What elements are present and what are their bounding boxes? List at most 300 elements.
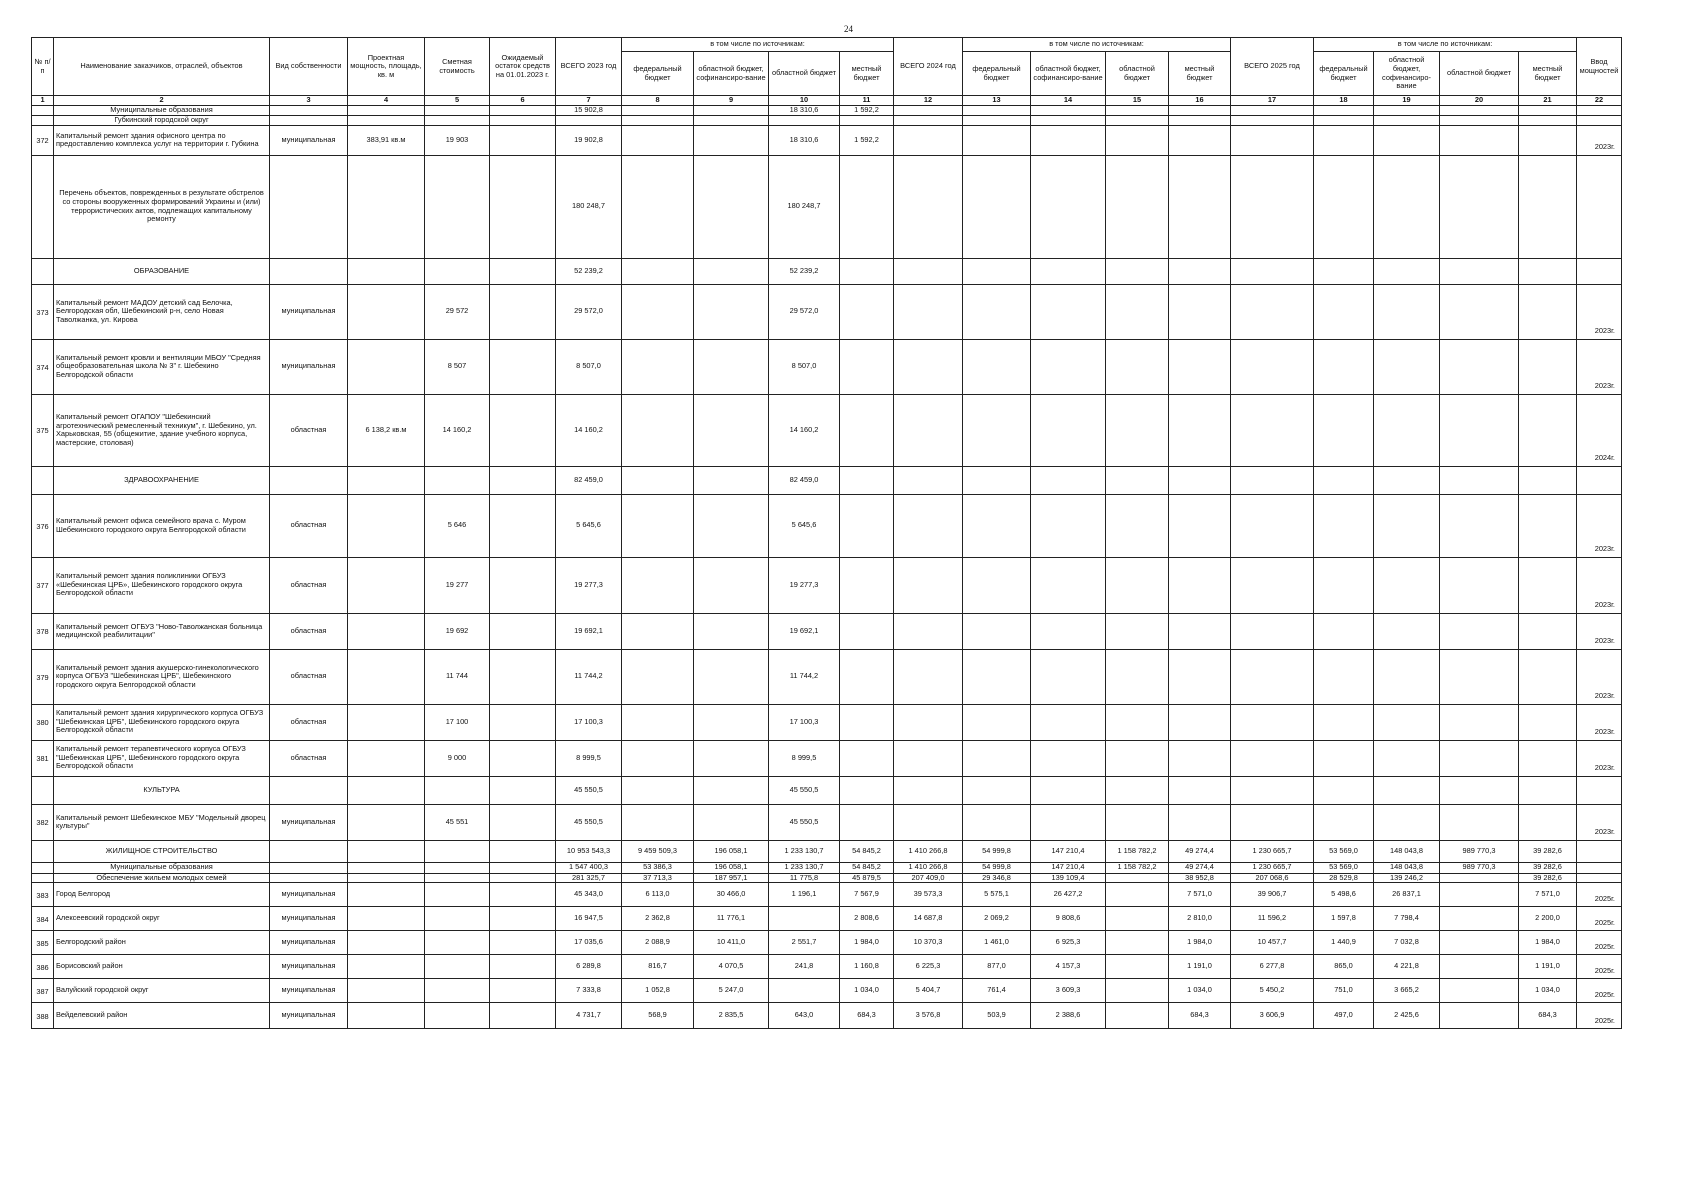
cell-col-13 bbox=[963, 776, 1031, 804]
cell-col-15 bbox=[1106, 1003, 1169, 1029]
cell-col-14 bbox=[1031, 258, 1106, 284]
table-row bbox=[32, 339, 1622, 394]
cell-col-7: 19 902,8 bbox=[556, 125, 622, 155]
cell-col-16 bbox=[1169, 613, 1231, 649]
cell-col-19 bbox=[1374, 494, 1440, 557]
cell-col-20 bbox=[1440, 649, 1519, 704]
cell-estimate bbox=[425, 840, 490, 862]
cell-col-18 bbox=[1314, 339, 1374, 394]
cell-col-9 bbox=[694, 105, 769, 115]
cell-col-19: 148 043,8 bbox=[1374, 862, 1440, 873]
cell-col-13 bbox=[963, 613, 1031, 649]
table-row bbox=[32, 557, 1622, 613]
table-row bbox=[32, 394, 1622, 466]
cell-col-12 bbox=[894, 284, 963, 339]
cell-col-14: 6 925,3 bbox=[1031, 931, 1106, 955]
cell-col-21 bbox=[1519, 105, 1577, 115]
column-number: 12 bbox=[894, 96, 963, 106]
cell-balance bbox=[490, 931, 556, 955]
cell-balance bbox=[490, 840, 556, 862]
cell-col-11: 1 592,2 bbox=[840, 105, 894, 115]
section-row bbox=[32, 776, 1622, 804]
cell-ownership: муниципальная bbox=[270, 907, 348, 931]
cell-col-9 bbox=[694, 155, 769, 258]
cell-commissioning: 2023г. bbox=[1577, 740, 1622, 776]
header-regional-cofin: областной бюджет, софинансиро-вание bbox=[694, 52, 769, 96]
cell-col-17: 1 230 665,7 bbox=[1231, 840, 1314, 862]
cell-col-9 bbox=[694, 284, 769, 339]
cell-col-11: 7 567,9 bbox=[840, 883, 894, 907]
table-body bbox=[32, 105, 1622, 1029]
cell-col-18 bbox=[1314, 776, 1374, 804]
cell-capacity: 6 138,2 кв.м bbox=[348, 394, 425, 466]
investment-program-table bbox=[31, 37, 1622, 1029]
cell-col-20 bbox=[1440, 873, 1519, 883]
cell-col-20 bbox=[1440, 339, 1519, 394]
cell-col-12 bbox=[894, 740, 963, 776]
cell-col-17 bbox=[1231, 284, 1314, 339]
cell-col-18 bbox=[1314, 804, 1374, 840]
cell-col-9: 187 957,1 bbox=[694, 873, 769, 883]
section-row bbox=[32, 155, 1622, 258]
cell-ownership: муниципальная bbox=[270, 339, 348, 394]
cell-col-10: 8 999,5 bbox=[769, 740, 840, 776]
cell-col-8 bbox=[622, 804, 694, 840]
cell-balance bbox=[490, 649, 556, 704]
cell-col-15 bbox=[1106, 740, 1169, 776]
cell-ownership: областная bbox=[270, 740, 348, 776]
cell-col-18 bbox=[1314, 613, 1374, 649]
cell-no bbox=[32, 115, 54, 125]
cell-col-16 bbox=[1169, 105, 1231, 115]
cell-col-16 bbox=[1169, 115, 1231, 125]
cell-capacity bbox=[348, 873, 425, 883]
cell-col-15 bbox=[1106, 284, 1169, 339]
cell-col-8: 9 459 509,3 bbox=[622, 840, 694, 862]
cell-col-13 bbox=[963, 115, 1031, 125]
column-number: 21 bbox=[1519, 96, 1577, 106]
cell-col-20 bbox=[1440, 394, 1519, 466]
section-row bbox=[32, 258, 1622, 284]
cell-col-19 bbox=[1374, 394, 1440, 466]
cell-col-16 bbox=[1169, 394, 1231, 466]
cell-name: Обеспечение жильем молодых семей bbox=[54, 873, 270, 883]
cell-ownership: муниципальная bbox=[270, 804, 348, 840]
cell-col-10: 17 100,3 bbox=[769, 704, 840, 740]
cell-col-13: 1 461,0 bbox=[963, 931, 1031, 955]
cell-col-19 bbox=[1374, 284, 1440, 339]
cell-no: 387 bbox=[32, 979, 54, 1003]
cell-col-16: 49 274,4 bbox=[1169, 840, 1231, 862]
cell-col-10: 19 692,1 bbox=[769, 613, 840, 649]
cell-col-7: 52 239,2 bbox=[556, 258, 622, 284]
section-row bbox=[32, 466, 1622, 494]
cell-col-10: 45 550,5 bbox=[769, 776, 840, 804]
cell-col-15: 1 158 782,2 bbox=[1106, 862, 1169, 873]
cell-no: 375 bbox=[32, 394, 54, 466]
cell-col-14: 147 210,4 bbox=[1031, 862, 1106, 873]
cell-col-17 bbox=[1231, 125, 1314, 155]
cell-col-8 bbox=[622, 740, 694, 776]
cell-balance bbox=[490, 613, 556, 649]
cell-col-8: 816,7 bbox=[622, 955, 694, 979]
column-number: 19 bbox=[1374, 96, 1440, 106]
cell-name: Капитальный ремонт здания офисного центра по предоставлению комплекса услуг на территории г. Губкина bbox=[54, 125, 270, 155]
cell-col-13: 5 575,1 bbox=[963, 883, 1031, 907]
cell-col-20 bbox=[1440, 804, 1519, 840]
cell-name: Борисовский район bbox=[54, 955, 270, 979]
cell-col-10: 5 645,6 bbox=[769, 494, 840, 557]
cell-capacity bbox=[348, 284, 425, 339]
cell-col-20 bbox=[1440, 776, 1519, 804]
cell-col-13: 29 346,8 bbox=[963, 873, 1031, 883]
cell-col-16: 38 952,8 bbox=[1169, 873, 1231, 883]
cell-balance bbox=[490, 776, 556, 804]
cell-col-16: 1 984,0 bbox=[1169, 931, 1231, 955]
cell-capacity bbox=[348, 258, 425, 284]
cell-col-16: 684,3 bbox=[1169, 1003, 1231, 1029]
cell-col-16: 49 274,4 bbox=[1169, 862, 1231, 873]
cell-col-18: 1 597,8 bbox=[1314, 907, 1374, 931]
column-number: 7 bbox=[556, 96, 622, 106]
cell-col-19 bbox=[1374, 115, 1440, 125]
header-sources-2024: в том числе по источникам: bbox=[963, 38, 1231, 52]
header-federal: федеральный бюджет bbox=[1314, 52, 1374, 96]
cell-commissioning: 2023г. bbox=[1577, 804, 1622, 840]
cell-col-16 bbox=[1169, 155, 1231, 258]
cell-col-8 bbox=[622, 394, 694, 466]
cell-col-18: 28 529,8 bbox=[1314, 873, 1374, 883]
cell-balance bbox=[490, 704, 556, 740]
cell-ownership: муниципальная bbox=[270, 931, 348, 955]
table-header bbox=[32, 38, 1622, 106]
cell-col-14: 4 157,3 bbox=[1031, 955, 1106, 979]
cell-capacity bbox=[348, 740, 425, 776]
cell-col-12: 1 410 266,8 bbox=[894, 840, 963, 862]
cell-no: 379 bbox=[32, 649, 54, 704]
cell-col-8: 53 386,3 bbox=[622, 862, 694, 873]
cell-commissioning: 2023г. bbox=[1577, 284, 1622, 339]
cell-col-20 bbox=[1440, 1003, 1519, 1029]
cell-estimate bbox=[425, 883, 490, 907]
cell-col-9 bbox=[694, 804, 769, 840]
cell-estimate bbox=[425, 862, 490, 873]
cell-col-17: 39 906,7 bbox=[1231, 883, 1314, 907]
cell-col-15 bbox=[1106, 394, 1169, 466]
table-row bbox=[32, 494, 1622, 557]
cell-capacity bbox=[348, 955, 425, 979]
cell-col-20 bbox=[1440, 557, 1519, 613]
cell-estimate bbox=[425, 776, 490, 804]
cell-col-8 bbox=[622, 105, 694, 115]
cell-balance bbox=[490, 862, 556, 873]
cell-col-10: 643,0 bbox=[769, 1003, 840, 1029]
cell-estimate: 19 692 bbox=[425, 613, 490, 649]
cell-balance bbox=[490, 494, 556, 557]
cell-col-19: 3 665,2 bbox=[1374, 979, 1440, 1003]
cell-col-7: 10 953 543,3 bbox=[556, 840, 622, 862]
header-total-2024: ВСЕГО 2024 год bbox=[894, 38, 963, 96]
cell-col-15 bbox=[1106, 649, 1169, 704]
cell-col-17: 1 230 665,7 bbox=[1231, 862, 1314, 873]
cell-col-20 bbox=[1440, 115, 1519, 125]
cell-no: 376 bbox=[32, 494, 54, 557]
cell-no: 374 bbox=[32, 339, 54, 394]
header-total-2023: ВСЕГО 2023 год bbox=[556, 38, 622, 96]
cell-col-8: 2 088,9 bbox=[622, 931, 694, 955]
column-number-row bbox=[32, 96, 1622, 106]
cell-col-18 bbox=[1314, 115, 1374, 125]
cell-commissioning bbox=[1577, 873, 1622, 883]
cell-no: 385 bbox=[32, 931, 54, 955]
cell-col-9: 2 835,5 bbox=[694, 1003, 769, 1029]
cell-col-7 bbox=[556, 115, 622, 125]
cell-col-15 bbox=[1106, 907, 1169, 931]
cell-col-9: 196 058,1 bbox=[694, 840, 769, 862]
cell-col-19 bbox=[1374, 125, 1440, 155]
cell-col-14 bbox=[1031, 613, 1106, 649]
cell-col-21 bbox=[1519, 804, 1577, 840]
cell-col-14 bbox=[1031, 394, 1106, 466]
cell-col-18 bbox=[1314, 284, 1374, 339]
cell-col-10: 1 233 130,7 bbox=[769, 862, 840, 873]
cell-col-17 bbox=[1231, 155, 1314, 258]
cell-col-18 bbox=[1314, 494, 1374, 557]
cell-col-10 bbox=[769, 979, 840, 1003]
cell-col-13 bbox=[963, 284, 1031, 339]
cell-col-18 bbox=[1314, 704, 1374, 740]
cell-col-12 bbox=[894, 125, 963, 155]
cell-col-21 bbox=[1519, 155, 1577, 258]
cell-ownership: областная bbox=[270, 613, 348, 649]
cell-commissioning: 2023г. bbox=[1577, 613, 1622, 649]
cell-no bbox=[32, 105, 54, 115]
cell-col-15 bbox=[1106, 931, 1169, 955]
cell-col-16 bbox=[1169, 258, 1231, 284]
cell-col-15 bbox=[1106, 494, 1169, 557]
cell-name: ЖИЛИЩНОЕ СТРОИТЕЛЬСТВО bbox=[54, 840, 270, 862]
cell-name: Капитальный ремонт МАДОУ детский сад Белочка, Белгородская обл, Шебекинский р-н, село Новая Таволжанка, ул. Кирова bbox=[54, 284, 270, 339]
cell-col-15 bbox=[1106, 557, 1169, 613]
cell-capacity bbox=[348, 979, 425, 1003]
cell-balance bbox=[490, 873, 556, 883]
cell-col-17 bbox=[1231, 804, 1314, 840]
cell-col-17: 207 068,6 bbox=[1231, 873, 1314, 883]
cell-no bbox=[32, 862, 54, 873]
cell-estimate: 11 744 bbox=[425, 649, 490, 704]
cell-ownership: муниципальная bbox=[270, 125, 348, 155]
cell-estimate: 5 646 bbox=[425, 494, 490, 557]
cell-commissioning bbox=[1577, 155, 1622, 258]
cell-col-10: 14 160,2 bbox=[769, 394, 840, 466]
section-row bbox=[32, 105, 1622, 115]
cell-ownership: муниципальная bbox=[270, 979, 348, 1003]
cell-name: Алексеевский городской округ bbox=[54, 907, 270, 931]
table-row bbox=[32, 613, 1622, 649]
cell-col-19: 2 425,6 bbox=[1374, 1003, 1440, 1029]
cell-col-14: 9 808,6 bbox=[1031, 907, 1106, 931]
cell-col-12: 1 410 266,8 bbox=[894, 862, 963, 873]
cell-balance bbox=[490, 907, 556, 931]
cell-col-11: 45 879,5 bbox=[840, 873, 894, 883]
cell-col-10 bbox=[769, 115, 840, 125]
cell-ownership: муниципальная bbox=[270, 883, 348, 907]
cell-col-18: 5 498,6 bbox=[1314, 883, 1374, 907]
cell-commissioning bbox=[1577, 862, 1622, 873]
cell-col-9: 10 411,0 bbox=[694, 931, 769, 955]
cell-col-13 bbox=[963, 557, 1031, 613]
cell-col-21 bbox=[1519, 613, 1577, 649]
cell-col-14 bbox=[1031, 105, 1106, 115]
cell-col-16 bbox=[1169, 776, 1231, 804]
cell-col-17 bbox=[1231, 557, 1314, 613]
cell-col-18 bbox=[1314, 466, 1374, 494]
cell-col-8: 2 362,8 bbox=[622, 907, 694, 931]
cell-col-10: 18 310,6 bbox=[769, 125, 840, 155]
cell-col-8 bbox=[622, 284, 694, 339]
cell-col-12 bbox=[894, 105, 963, 115]
cell-col-10: 29 572,0 bbox=[769, 284, 840, 339]
column-number: 6 bbox=[490, 96, 556, 106]
cell-col-7: 14 160,2 bbox=[556, 394, 622, 466]
cell-col-14 bbox=[1031, 494, 1106, 557]
cell-col-21 bbox=[1519, 776, 1577, 804]
cell-col-7: 7 333,8 bbox=[556, 979, 622, 1003]
table-row bbox=[32, 804, 1622, 840]
cell-col-14 bbox=[1031, 804, 1106, 840]
cell-col-10 bbox=[769, 907, 840, 931]
cell-col-9 bbox=[694, 394, 769, 466]
cell-col-9 bbox=[694, 125, 769, 155]
cell-commissioning: 2023г. bbox=[1577, 649, 1622, 704]
cell-col-8 bbox=[622, 649, 694, 704]
cell-estimate bbox=[425, 258, 490, 284]
column-number: 5 bbox=[425, 96, 490, 106]
cell-name: Капитальный ремонт здания акушерско-гинекологического корпуса ОГБУЗ "Шебекинская ЦРБ", Шебекинского городского округа Белгородской области bbox=[54, 649, 270, 704]
header-local: местный бюджет bbox=[1519, 52, 1577, 96]
header-balance: Ожидаемый остаток средств на 01.01.2023 г. bbox=[490, 38, 556, 96]
section-row bbox=[32, 115, 1622, 125]
cell-col-9 bbox=[694, 776, 769, 804]
cell-col-11 bbox=[840, 704, 894, 740]
cell-name: Вейделевский район bbox=[54, 1003, 270, 1029]
cell-col-14: 139 109,4 bbox=[1031, 873, 1106, 883]
cell-col-18 bbox=[1314, 649, 1374, 704]
cell-col-20 bbox=[1440, 931, 1519, 955]
cell-commissioning: 2023г. bbox=[1577, 339, 1622, 394]
cell-col-11 bbox=[840, 394, 894, 466]
cell-col-19: 26 837,1 bbox=[1374, 883, 1440, 907]
cell-col-14 bbox=[1031, 284, 1106, 339]
section-row bbox=[32, 840, 1622, 862]
cell-estimate bbox=[425, 1003, 490, 1029]
cell-col-11 bbox=[840, 557, 894, 613]
cell-col-12 bbox=[894, 115, 963, 125]
cell-col-11: 684,3 bbox=[840, 1003, 894, 1029]
cell-col-11 bbox=[840, 740, 894, 776]
cell-col-18 bbox=[1314, 105, 1374, 115]
cell-balance bbox=[490, 115, 556, 125]
column-number: 8 bbox=[622, 96, 694, 106]
cell-estimate bbox=[425, 466, 490, 494]
cell-col-7: 45 550,5 bbox=[556, 776, 622, 804]
header-commissioning: Ввод мощностей bbox=[1577, 38, 1622, 96]
cell-col-13: 503,9 bbox=[963, 1003, 1031, 1029]
cell-col-13: 761,4 bbox=[963, 979, 1031, 1003]
header-local: местный бюджет bbox=[840, 52, 894, 96]
cell-col-19: 4 221,8 bbox=[1374, 955, 1440, 979]
cell-col-14: 2 388,6 bbox=[1031, 1003, 1106, 1029]
cell-no: 380 bbox=[32, 704, 54, 740]
cell-col-17 bbox=[1231, 105, 1314, 115]
cell-capacity bbox=[348, 105, 425, 115]
cell-col-9 bbox=[694, 339, 769, 394]
cell-col-14: 3 609,3 bbox=[1031, 979, 1106, 1003]
cell-col-9: 5 247,0 bbox=[694, 979, 769, 1003]
cell-col-10: 8 507,0 bbox=[769, 339, 840, 394]
cell-col-19: 148 043,8 bbox=[1374, 840, 1440, 862]
cell-col-7: 17 035,6 bbox=[556, 931, 622, 955]
cell-no: 372 bbox=[32, 125, 54, 155]
cell-col-18: 1 440,9 bbox=[1314, 931, 1374, 955]
table-row bbox=[32, 704, 1622, 740]
cell-estimate: 29 572 bbox=[425, 284, 490, 339]
cell-capacity bbox=[348, 557, 425, 613]
cell-ownership bbox=[270, 862, 348, 873]
cell-col-10: 82 459,0 bbox=[769, 466, 840, 494]
cell-col-16 bbox=[1169, 649, 1231, 704]
cell-col-7: 15 902,8 bbox=[556, 105, 622, 115]
cell-estimate bbox=[425, 873, 490, 883]
cell-col-10: 11 744,2 bbox=[769, 649, 840, 704]
cell-col-12 bbox=[894, 613, 963, 649]
cell-col-18 bbox=[1314, 394, 1374, 466]
section-row bbox=[32, 862, 1622, 873]
cell-balance bbox=[490, 284, 556, 339]
cell-capacity bbox=[348, 704, 425, 740]
cell-col-16 bbox=[1169, 339, 1231, 394]
cell-col-13 bbox=[963, 466, 1031, 494]
cell-commissioning: 2025г. bbox=[1577, 931, 1622, 955]
cell-capacity: 383,91 кв.м bbox=[348, 125, 425, 155]
cell-col-21: 7 571,0 bbox=[1519, 883, 1577, 907]
column-number: 17 bbox=[1231, 96, 1314, 106]
cell-ownership bbox=[270, 105, 348, 115]
cell-col-16 bbox=[1169, 466, 1231, 494]
cell-col-8 bbox=[622, 125, 694, 155]
cell-col-17: 3 606,9 bbox=[1231, 1003, 1314, 1029]
cell-no bbox=[32, 776, 54, 804]
cell-col-17: 10 457,7 bbox=[1231, 931, 1314, 955]
cell-col-20 bbox=[1440, 613, 1519, 649]
cell-name: Капитальный ремонт кровли и вентиляции МБОУ "Средняя общеобразовательная школа № 3" г. Шебекино Белгородской области bbox=[54, 339, 270, 394]
table-row bbox=[32, 1003, 1622, 1029]
cell-col-13: 54 999,8 bbox=[963, 862, 1031, 873]
cell-balance bbox=[490, 339, 556, 394]
cell-ownership: областная bbox=[270, 394, 348, 466]
cell-col-8 bbox=[622, 466, 694, 494]
cell-col-20 bbox=[1440, 740, 1519, 776]
cell-col-7: 45 343,0 bbox=[556, 883, 622, 907]
cell-col-15 bbox=[1106, 125, 1169, 155]
cell-col-21 bbox=[1519, 649, 1577, 704]
table-row bbox=[32, 931, 1622, 955]
cell-col-7: 1 547 400,3 bbox=[556, 862, 622, 873]
cell-col-21 bbox=[1519, 258, 1577, 284]
cell-col-14 bbox=[1031, 339, 1106, 394]
header-sources-2025: в том числе по источникам: bbox=[1314, 38, 1577, 52]
cell-col-10: 1 196,1 bbox=[769, 883, 840, 907]
